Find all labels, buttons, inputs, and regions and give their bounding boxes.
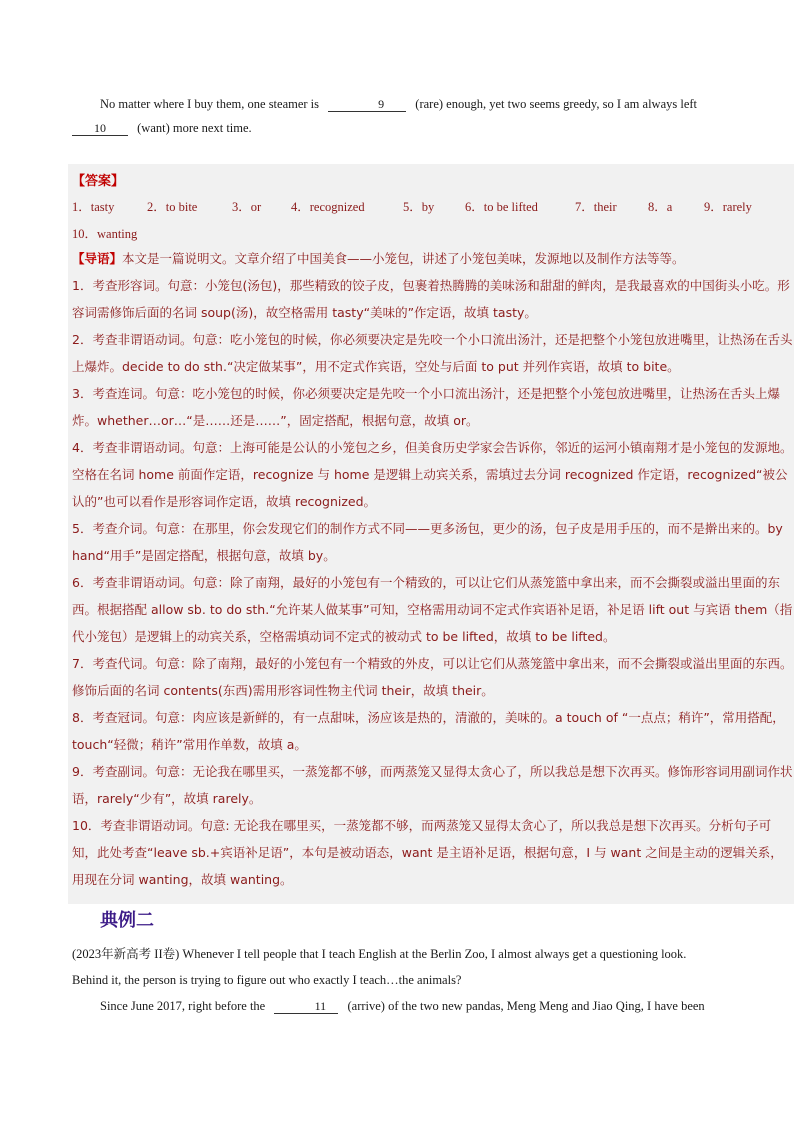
- blank-9: 9: [328, 97, 406, 112]
- explanation-6: 6．考查非谓语动词。句意：除了南翔，最好的小笼包有一个精致的，可以让它们从蒸笼篮中拿出来，而不会撕裂或溢出里面的东西。根据搭配 allow sb. to do sth.“允许某人做某事”可知，空格需用动词不定式作宾语补足语，补足语 lift out 与宾语 them（指代小笼包）是逻辑上的动宾关系，空格需填动词不定式的被动式 to be lifted，故填 to be lifted。: [72, 575, 793, 644]
- explanation-8: 8．考查冠词。句意：肉应该是新鲜的，有一点甜味，汤应该是热的，清澈的，美味的。a touch of “一点点；稍许”，常用搭配，touch“轻微；稍许”常用作单数，故填 a。: [72, 710, 785, 752]
- answer-item: 8．a: [648, 200, 673, 214]
- answer-item: 5．by: [403, 200, 435, 214]
- answer-item: 1．tasty: [72, 200, 115, 214]
- blank-11: 11: [274, 999, 338, 1014]
- answer-heading: 【答案】: [72, 174, 125, 189]
- guide-text: 本文是一篇说明文。文章介绍了中国美食——小笼包，讲述了小笼包美味，发源地以及制作方法等等。: [122, 251, 685, 266]
- passage-line: [72, 92, 794, 116]
- passage-text: (arrive) of the two new pandas, Meng Meng and Jiao Qing, I have been: [347, 999, 705, 1013]
- blank-10: 10: [72, 121, 128, 136]
- explanation-1: 1．考查形容词。句意：小笼包(汤包)，那些精致的饺子皮，包裹着热腾腾的美味汤和甜甜的鲜肉，是我最喜欢的中国街头小吃。形容词需修饰后面的名词 soup(汤)，故空格需用 tasty“美味的”作定语，故填 tasty。: [72, 278, 790, 320]
- explanation-5: 5．考查介词。句意：在那里，你会发现它们的制作方式不同——更多汤包，更少的汤，包子皮是用手压的，而不是擀出来的。by hand“用手”是固定搭配，根据句意，故填 by。: [72, 521, 783, 563]
- explanation-9: 9．考查副词。句意：无论我在哪里买，一蒸笼都不够，而两蒸笼又显得太贪心了，所以我总是想下次再买。修饰形容词用副词作状语，rarely“少有”，故填 rarely。: [72, 764, 793, 806]
- passage-line: Behind it, the person is trying to figure out who exactly I teach…the animals?: [72, 973, 462, 987]
- passage-text: Since June 2017, right before the: [100, 999, 266, 1013]
- passage-text: No matter where I buy them, one steamer is: [100, 97, 320, 111]
- guide: [72, 245, 794, 272]
- answer-item: 10．wanting: [72, 227, 138, 241]
- passage-line: (2023年新高考 II卷) Whenever I tell people that I teach English at the Berlin Zoo, I almost always get a questioning look.: [72, 947, 687, 961]
- answer-item: 4．recognized: [291, 200, 365, 214]
- explanation-2: 2．考查非谓语动词。句意：吃小笼包的时候，你必须要决定是先咬一个小口流出汤汁，还是把整个小笼包放进嘴里，让热汤在舌头上爆炸。decide to do sth.“决定做某事”，用不定式作宾语，空处与后面 to put 并列作宾语，故填 to bite。: [72, 332, 793, 374]
- answer-item: 6．to be lifted: [465, 200, 538, 214]
- passage-line: [72, 116, 794, 140]
- answer-item: 9．rarely: [704, 200, 752, 214]
- guide-label: 【导语】: [72, 251, 123, 266]
- passage-line: [72, 994, 794, 1018]
- explanation-10: 10．考查非谓语动词。句意: 无论我在哪里买，一蒸笼都不够，而两蒸笼又显得太贪心了，所以我总是想下次再买。分析句子可知，此处考查“leave sb.+宾语补足语”，本句是被动语态，want 是主语补足语，根据句意，I 与 want 之间是主动的逻辑关系，用现在分词 wanting，故填 wanting。: [72, 818, 783, 887]
- answer-item: 7．their: [575, 200, 617, 214]
- section-title: 典例二: [100, 910, 154, 931]
- explanation-3: 3．考查连词。句意：吃小笼包的时候，你必须要决定是先咬一个小口流出汤汁，还是把整个小笼包放进嘴里，让热汤在舌头上爆炸。whether…or…“是……还是……”，固定搭配，根据句意，故填 or。: [72, 386, 780, 428]
- explanation-4: 4．考查非谓语动词。句意：上海可能是公认的小笼包之乡，但美食历史学家会告诉你，邻近的运河小镇南翔才是小笼包的发源地。空格在名词 home 前面作定语，recognize 与 home 是逻辑上动宾关系，需填过去分词 recognized 作定语，recognized“被公认的”也可以看作是形容词作定语，故填 recognized。: [72, 440, 793, 509]
- explanation-7: 7．考查代词。句意：除了南翔，最好的小笼包有一个精致的外皮，可以让它们从蒸笼篮中拿出来，而不会撕裂或溢出里面的东西。修饰后面的名词 contents(东西)需用形容词性物主代词 their，故填 their。: [72, 656, 793, 698]
- passage-text: (want) more next time.: [137, 121, 252, 135]
- passage-text: (rare) enough, yet two seems greedy, so I am always left: [415, 97, 698, 111]
- answer-item: 2．to bite: [147, 200, 198, 214]
- answer-item: 3．or: [232, 200, 262, 214]
